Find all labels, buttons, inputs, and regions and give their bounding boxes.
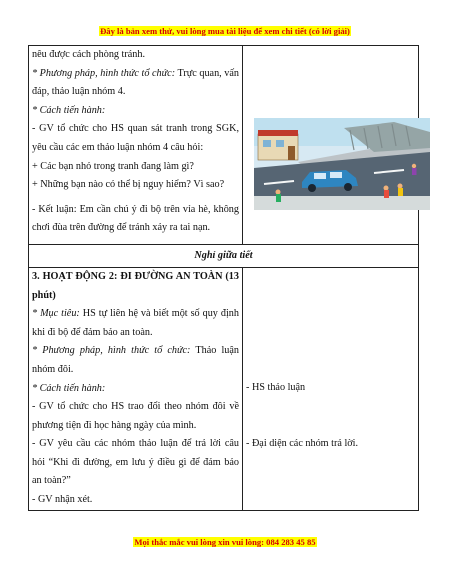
preview-notice-text: Đây là bản xem thử, vui lòng mua tài liệu để xem chi tiết (có lời giải): [100, 26, 350, 36]
method-line: [32, 65, 239, 102]
question-1: + Các bạn nhỏ trong tranh đang làm gì?: [32, 160, 194, 172]
activity-1-teacher-cell: [29, 46, 243, 245]
method-label-2: * Phương pháp, hình thức tổ chức:: [32, 345, 191, 357]
break-row: [29, 244, 419, 267]
step-pair-discussion: - GV tổ chức cho HS trao đổi theo nhóm đôi về phương tiện đi học hàng ngày của mình.: [32, 401, 239, 431]
step-group-question: - GV yêu cầu các nhóm thảo luận để trả lời câu hỏi “Khi đi đường, em lưu ý điều gì để đảm bảo an toàn?”: [32, 438, 239, 487]
step-observe-picture: - GV tổ chức cho HS quan sát tranh trong SGK, yêu cầu các em thảo luận nhóm 4 câu hỏi:: [32, 123, 239, 153]
method-text: Trực quan, vấn đáp, thảo luận nhóm 4.: [32, 67, 239, 98]
break-label: Nghỉ giữa tiết: [29, 244, 419, 267]
step-teacher-feedback: - GV nhận xét.: [32, 494, 93, 506]
process-label: * Cách tiến hành:: [32, 104, 106, 116]
question-2: + Những bạn nào có thể bị nguy hiểm? Vì sao?: [32, 179, 225, 191]
contact-text: Mọi thắc mắc vui lòng xin vui lòng: 084 283 45 85: [134, 537, 316, 547]
activity-1-row: [29, 46, 419, 245]
street-scene-illustration: [254, 118, 430, 210]
student-answer: - Đại diện các nhóm trả lời.: [246, 437, 359, 449]
lesson-plan-table: [28, 45, 419, 511]
preview-notice-banner: [0, 26, 450, 36]
activity-1-student-cell: [243, 46, 419, 245]
activity-2-row: [29, 267, 419, 510]
conclusion: - Kết luận: Em cần chú ý đi bộ trên vỉa hè, không chơi đùa trên đường để tránh xảy ra tai nạn.: [32, 203, 239, 234]
activity-2-teacher-cell: [29, 267, 243, 510]
goal-line: [32, 305, 239, 342]
activity-2-student-cell: [243, 267, 419, 510]
method-text-2: Thảo luận nhóm đôi.: [32, 345, 239, 375]
goal-text: HS tự liên hệ và biết một số quy định khi đi bộ để đảm bảo an toàn.: [32, 308, 239, 338]
process-label-2: * Cách tiến hành:: [32, 382, 106, 394]
student-discuss: - HS thảo luận: [246, 381, 306, 393]
method-label: * Phương pháp, hình thức tổ chức:: [32, 67, 176, 79]
goal-label: * Mục tiêu:: [32, 308, 80, 320]
objective-continuation: nêu được cách phòng tránh.: [32, 49, 146, 60]
activity-2-title: 3. HOẠT ĐỘNG 2: ĐI ĐƯỜNG AN TOÀN (13 phút): [32, 270, 239, 301]
method-line-2: [32, 342, 239, 379]
contact-footer: [0, 537, 450, 547]
